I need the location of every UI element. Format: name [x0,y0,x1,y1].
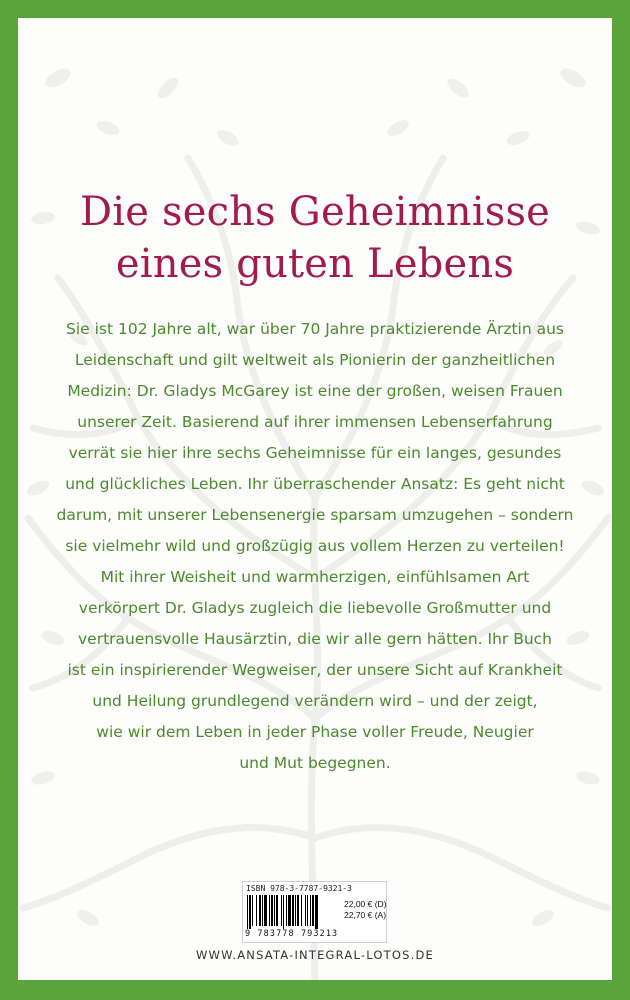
book-title [18,186,612,290]
barcode-bar [252,895,253,926]
isbn-number: ISBN 978-3-7787-9321-3 [246,884,352,893]
text-line: Sie ist 102 Jahre alt, war über 70 Jahre praktizierende Ärztin aus [65,320,565,338]
text-line: und Heilung grundlegend verändern wird – und der zeigt, [92,692,538,710]
text-line: Leidenschaft und gilt weltweit als Pionierin der ganzheitlichen [74,351,556,369]
title-line-2: eines guten Lebens [115,241,515,287]
price-austria: 22,70 € (A) [344,910,387,920]
barcode-bar [295,895,296,926]
ean-digits: 9 783778 793213 [245,929,339,939]
text-line: sie vielmehr wild und großzügig aus vollem Herzen zu verteilen! [65,537,565,555]
barcode-bar [283,895,284,929]
title-line-1: Die sechs Geheimnisse [79,189,551,235]
barcode-bar [281,895,282,926]
barcode-bar [269,895,270,926]
barcode-bar [286,895,287,926]
barcode-bar [297,895,299,926]
text-line: ist ein inspirierender Wegweiser, der unsere Sicht auf Krankheit [67,661,563,679]
text-line: Medizin: Dr. Gladys McGarey ist eine der großen, weisen Frauen [67,382,563,400]
text-line: wie wir dem Leben in jeder Phase voller Freude, Neugier [96,723,534,741]
text-line: verrät sie hier ihre sechs Geheimnisse für ein langes, gesundes [68,444,562,462]
barcode-bar [276,895,278,926]
barcode-bar [312,895,314,926]
text-line: darum, mit unserer Lebensenergie sparsam umzugehen – sondern [56,506,574,524]
barcode-bar [274,895,275,926]
text-line: vertrauensvolle Hausärztin, die wir alle gern hätten. Ihr Buch [77,630,553,648]
barcode-bar [310,895,311,926]
barcode-label [242,881,387,943]
description-paragraph-1 [18,314,612,562]
barcode-bar [307,895,308,926]
barcode-bar [271,895,273,926]
cover-panel [18,18,612,980]
barcode-bar [292,895,294,926]
barcode-bar [315,895,318,929]
barcode-graphic [247,895,339,929]
description-paragraph-2 [18,562,612,779]
barcode-bar [264,895,267,926]
publisher-website: WWW.ANSATA-INTEGRAL-LOTOS.DE [195,948,435,962]
barcode-bar [247,895,248,929]
text-line: verkörpert Dr. Gladys zugleich die liebevolle Großmutter und [78,599,552,617]
barcode-bar [249,895,251,929]
barcode-bar [288,895,291,926]
barcode-bar [305,895,306,926]
barcode-bar [262,895,263,926]
barcode-bar [301,895,302,926]
text-line: unserer Zeit. Basierend auf ihrer immensen Lebenserfahrung [77,413,553,431]
barcode-bar [259,895,261,926]
text-line: und Mut begegnen. [239,754,391,772]
price-germany: 22,00 € (D) [344,899,387,909]
text-line: Mit ihrer Weisheit und warmherzigen, einfühlsamen Art [100,568,530,586]
text-line: und glückliches Leben. Ihr überraschender Ansatz: Es geht nicht [65,475,565,493]
barcode-bar [256,895,257,926]
